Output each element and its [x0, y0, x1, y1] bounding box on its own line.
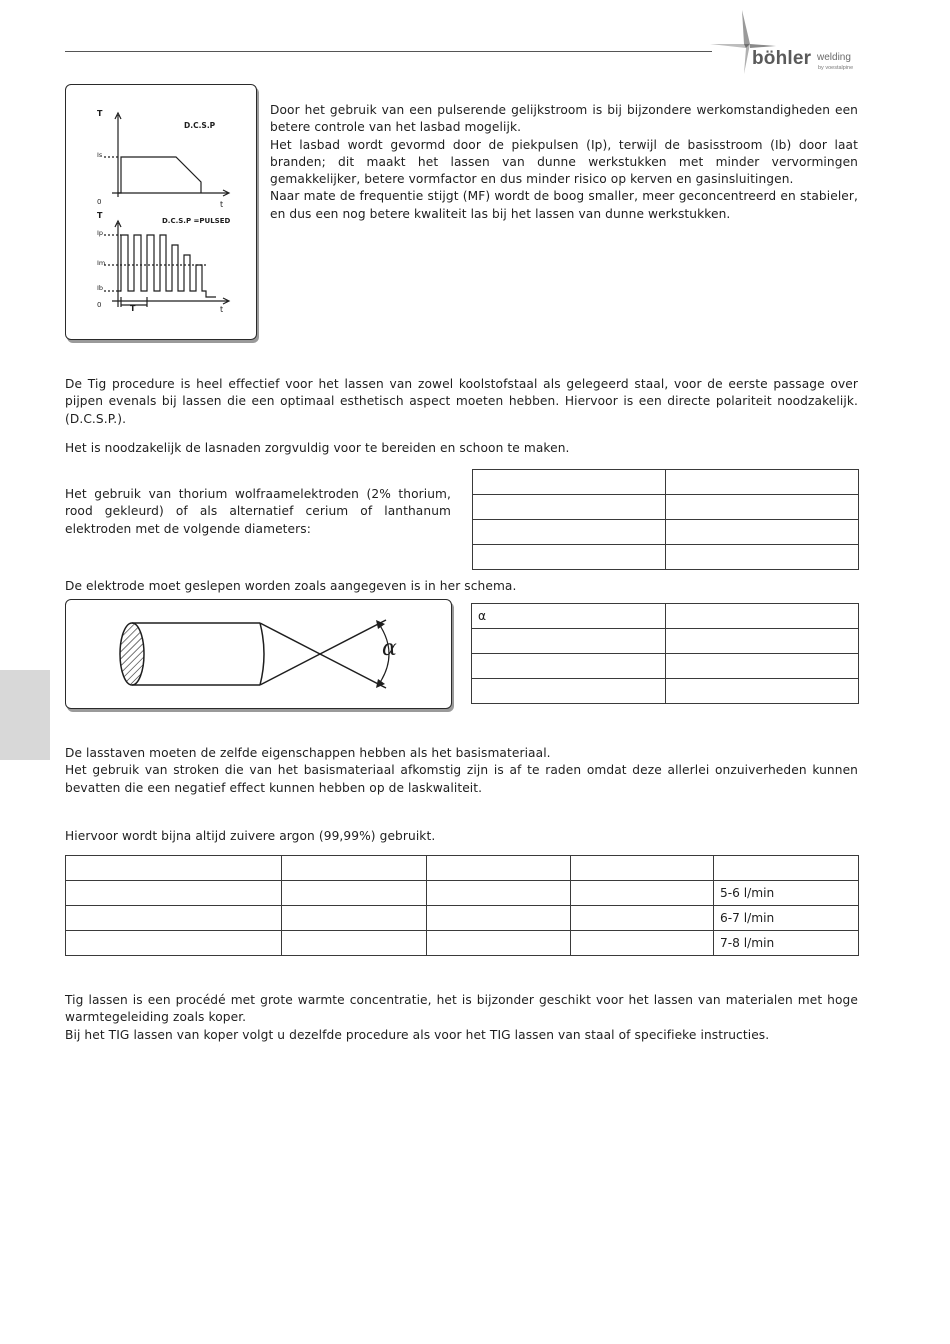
top-level-Is: Is [97, 151, 103, 159]
table-cell [473, 470, 666, 495]
table-cell [666, 545, 859, 570]
filler-paragraph-1: De lasstaven moeten de zelfde eigenschappen hebben als het basismateriaal. [65, 746, 551, 760]
bottom-origin: 0 [97, 301, 102, 309]
table-cell [666, 654, 859, 679]
bottom-axis-T: T [97, 211, 103, 220]
brand-logo [706, 8, 866, 78]
top-axis-t: t [220, 200, 224, 209]
brand-name: böhler [752, 48, 812, 69]
table-cell [282, 931, 427, 956]
table-cell [66, 906, 282, 931]
top-axis-T: T [97, 109, 103, 118]
bottom-level-Ip: Ip [97, 229, 104, 237]
copper-paragraph-1: Tig lassen is een procédé met grote warmte concentratie, het is bijzonder geschikt voor het lassen van materialen met hoge warmtegeleiding zoals koper. [65, 993, 858, 1025]
filler-paragraph-2: Het gebruik van stroken die van het basismateriaal afkomstig zijn is af te raden omdat deze allerlei onzuiverheden kunnen bevatten die een negatief effect kunnen hebben op de laskwaliteit. [65, 763, 858, 795]
pulse-current-diagram [65, 84, 257, 340]
brand-sub-voestalpine: by voestalpine [818, 65, 854, 71]
table-cell [472, 679, 666, 704]
table-cell [666, 470, 859, 495]
table-cell [571, 856, 714, 881]
filler-rod-text [65, 745, 858, 797]
table-cell [427, 931, 571, 956]
table-cell [666, 604, 859, 629]
table-cell [666, 679, 859, 704]
top-origin: 0 [97, 198, 102, 206]
electrode-type-text: Het gebruik van thorium wolfraamelektroden (2% thorium, rood gekleurd) of als alternatief cerium of lanthanum elektroden met de volgende diameters: [65, 487, 451, 536]
table-row [472, 629, 859, 654]
table-row [473, 545, 859, 570]
top-diagram-label: D.C.S.P [184, 121, 216, 130]
tig-procedure-text: De Tig procedure is heel effectief voor het lassen van zowel koolstofstaal als gelegeerd staal, voor de eerste passage over pijpen evenals bij lassen die een optimaal esthetisch aspect moeten hebben. Hiervoor is een directe polariteit noodzakelijk.(D.C.S.P.). [65, 377, 858, 426]
table-row [66, 906, 859, 931]
table-cell: 5-6 l/min [714, 881, 859, 906]
bottom-diagram-label: D.C.S.P =PULSED [162, 217, 231, 225]
table-cell: α [472, 604, 666, 629]
table-row [473, 520, 859, 545]
pulsed-paragraph-2: Het lasbad wordt gevormd door de piekpulsen (Ip), terwijl de basisstroom (Ib) door laat branden; dit maakt het lassen van dunne werkstukken met minder vervormingen gemakkelijker, betere vormfactor en dus minder risico op kerven en gasinsluitingen. [270, 137, 858, 187]
table-cell [714, 856, 859, 881]
bottom-axis-t: t [220, 305, 224, 314]
table-cell [571, 881, 714, 906]
table-cell [666, 495, 859, 520]
table-cell [666, 520, 859, 545]
table-row [472, 654, 859, 679]
gas-flow-table [65, 855, 859, 956]
table-cell [571, 906, 714, 931]
pulse-diagram-graphic [66, 85, 256, 339]
table-cell [427, 881, 571, 906]
table-cell: 7-8 l/min [714, 931, 859, 956]
table-cell [473, 495, 666, 520]
table-cell [571, 931, 714, 956]
joint-preparation-text: Het is noodzakelijk de lasnaden zorgvuldig voor te bereiden en schoon te maken. [65, 441, 570, 455]
pulsed-paragraph-1: Door het gebruik van een pulserende gelijkstroom is bij bijzondere werkomstandigheden een betere controle van het lasbad mogelijk. [270, 103, 858, 135]
table-cell [282, 881, 427, 906]
table-row [472, 679, 859, 704]
table-cell [427, 856, 571, 881]
table-cell [427, 906, 571, 931]
table-cell [66, 931, 282, 956]
table-cell [473, 545, 666, 570]
table-cell [472, 629, 666, 654]
pulsed-current-text [270, 102, 858, 223]
electrode-grinding-text: De elektrode moet geslepen worden zoals aangegeven is in her schema. [65, 579, 517, 593]
pulsed-paragraph-3: Naar mate de frequentie stijgt (MF) wordt de boog smaller, meer geconcentreerd en stabieler, en dus een nog betere kwaliteit las bij het lassen van dunne werkstukken. [270, 189, 858, 221]
copper-paragraph-2: Bij het TIG lassen van koper volgt u dezelfde procedure als voor het TIG lassen van staal of specifieke instructies. [65, 1027, 770, 1042]
table-cell [282, 856, 427, 881]
table-row [66, 931, 859, 956]
brand-sub-welding: welding [817, 52, 851, 63]
electrode-angle-table [471, 603, 859, 704]
shielding-gas-text: Hiervoor wordt bijna altijd zuivere argon (99,99%) gebruikt. [65, 829, 436, 843]
bottom-period-T: T [130, 304, 136, 313]
electrode-angle-alpha: α [382, 636, 397, 661]
table-cell: 6-7 l/min [714, 906, 859, 931]
section-side-tab [0, 670, 50, 760]
table-cell [666, 629, 859, 654]
electrode-diameter-table [472, 469, 859, 570]
table-row [66, 881, 859, 906]
table-cell [282, 906, 427, 931]
table-cell [66, 856, 282, 881]
bottom-level-Im: Im [97, 259, 106, 267]
table-row [66, 856, 859, 881]
bottom-level-Ib: Ib [97, 284, 104, 292]
table-row [473, 495, 859, 520]
copper-welding-text [65, 992, 858, 1044]
table-row [472, 604, 859, 629]
table-cell [66, 881, 282, 906]
table-row [473, 470, 859, 495]
table-cell [473, 520, 666, 545]
table-cell [472, 654, 666, 679]
electrode-tip-diagram [65, 599, 452, 709]
header-rule [65, 51, 712, 52]
